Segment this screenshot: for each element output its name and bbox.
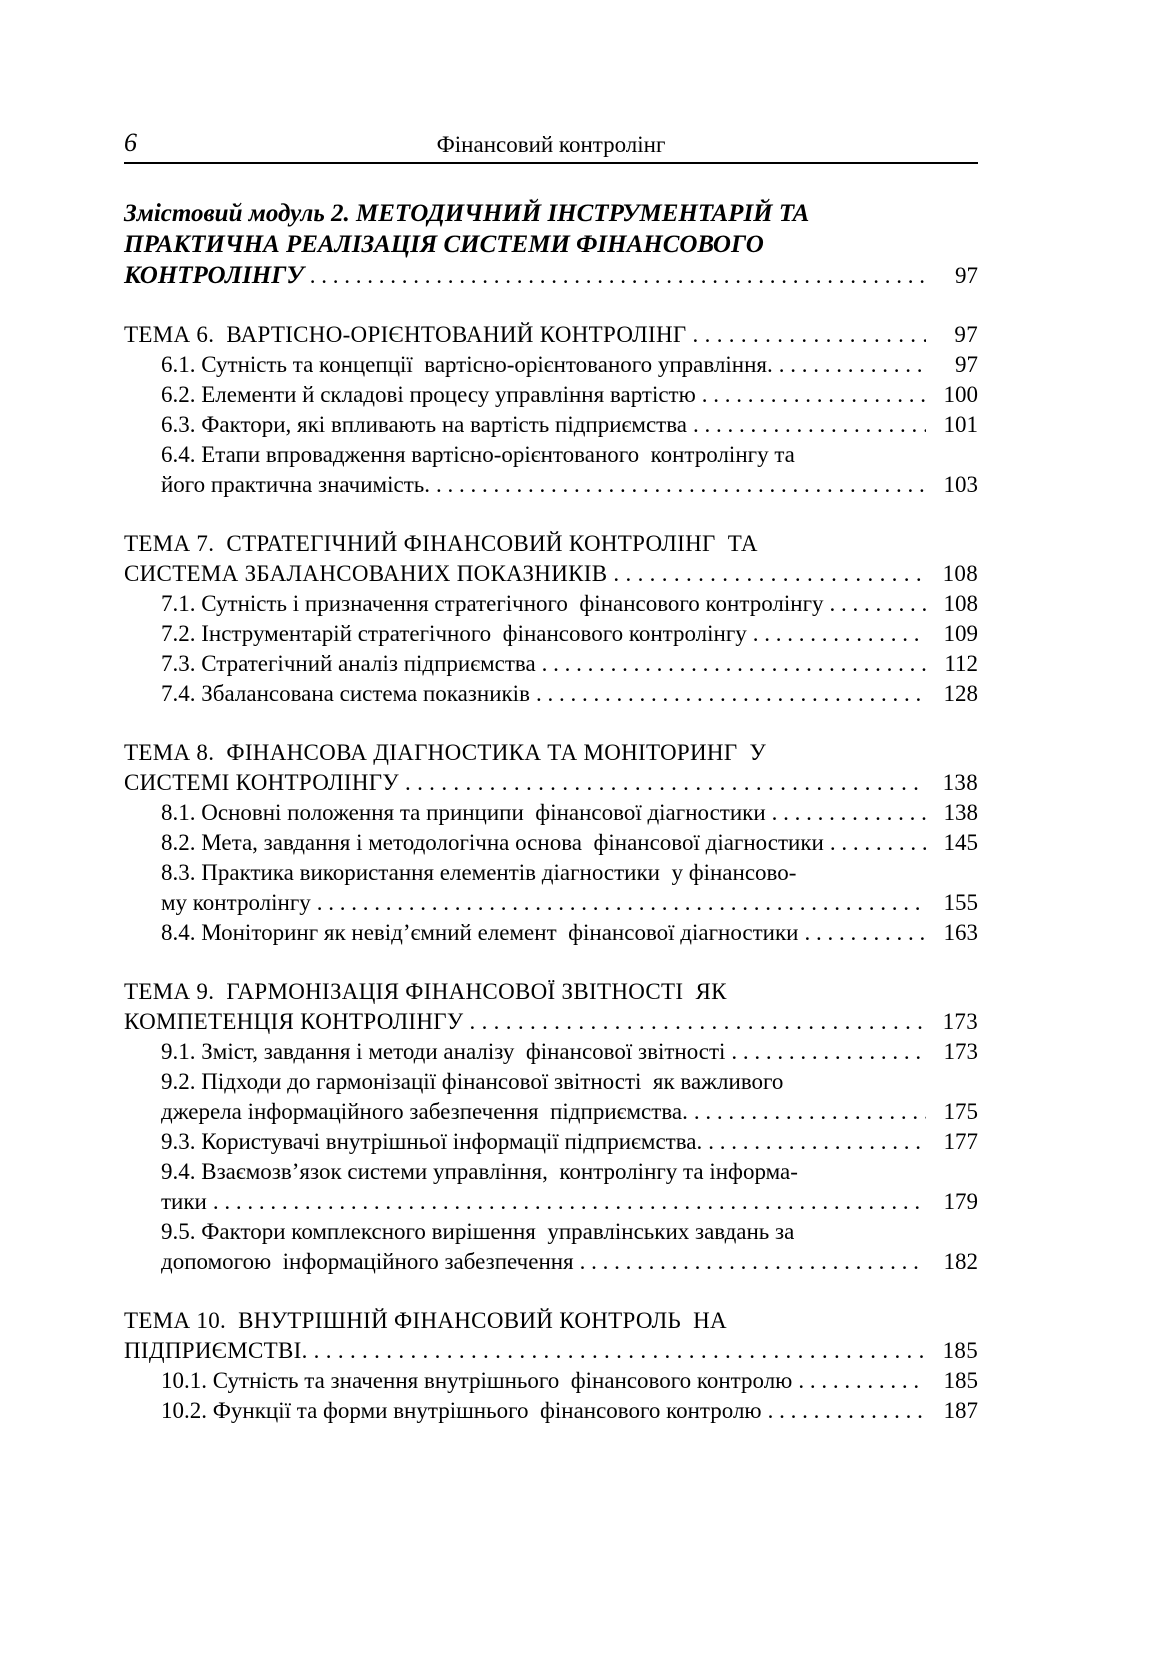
toc-line	[161, 679, 978, 709]
toc-page-number: 185	[943, 1368, 978, 1393]
toc-page-number: 163	[943, 920, 978, 945]
toc-line	[161, 350, 978, 380]
toc-line-text: 6.4. Етапи впровадження вартісно-орієнтованого контролінгу та	[161, 442, 795, 467]
toc-line-text: ТЕМА 10. ВНУТРІШНІЙ ФІНАНСОВИЙ КОНТРОЛЬ НА	[124, 1308, 727, 1333]
toc-page-number: 175	[943, 1099, 978, 1124]
toc-line	[124, 198, 978, 229]
toc-line-text: ТЕМА 6. ВАРТІСНО-ОРІЄНТОВАНИЙ КОНТРОЛІНГ	[124, 322, 687, 347]
toc-page-number: 109	[943, 621, 978, 646]
toc-line-text: 10.1. Сутність та значення внутрішнього фінансового контролю	[161, 1368, 793, 1393]
dot-leader	[830, 589, 927, 619]
toc-entry	[124, 410, 978, 440]
toc-line	[161, 589, 978, 619]
toc-entry	[124, 619, 978, 649]
toc-line	[161, 1157, 978, 1187]
toc-page-number: 108	[942, 561, 978, 586]
toc-entry	[124, 1366, 978, 1396]
toc-line	[124, 260, 978, 291]
toc-line-text: допомогою інформаційного забезпечення	[161, 1249, 574, 1274]
toc-line-text: джерела інформаційного забезпечення підприємства.	[161, 1099, 688, 1124]
toc-line	[161, 1037, 978, 1067]
toc-entry	[124, 320, 978, 350]
toc-line	[124, 977, 978, 1007]
toc-entry	[124, 828, 978, 858]
toc-page-number: 182	[943, 1249, 978, 1274]
toc-page-number: 138	[943, 800, 978, 825]
toc-line	[161, 1067, 978, 1097]
toc-line-text: 9.4. Взаємозв’язок системи управління, контролінгу та інформа-	[161, 1159, 798, 1184]
toc-page-number: 187	[943, 1398, 978, 1423]
dot-leader	[693, 320, 927, 350]
toc-entry	[124, 198, 978, 291]
toc-line-text: 7.4. Збалансована система показників	[161, 681, 530, 706]
toc-entry	[124, 1217, 978, 1277]
toc-line-text: ПІДПРИЄМСТВІ.	[124, 1338, 308, 1363]
dot-leader	[708, 1127, 926, 1157]
toc-entry	[124, 1127, 978, 1157]
toc-page-number: 97	[954, 322, 978, 347]
toc-line-text: СИСТЕМА ЗБАЛАНСОВАНИХ ПОКАЗНИКІВ	[124, 561, 608, 586]
toc-line	[124, 320, 978, 350]
toc-entry	[124, 679, 978, 709]
toc-page-number: 112	[944, 651, 978, 676]
toc-line	[161, 440, 978, 470]
page-number: 6	[124, 128, 137, 157]
toc-line	[124, 768, 978, 798]
toc-page-number: 173	[942, 1009, 978, 1034]
toc-page-number: 179	[943, 1189, 978, 1214]
dot-leader	[469, 1007, 926, 1037]
toc-page-number: 177	[943, 1129, 978, 1154]
toc-line	[161, 470, 978, 500]
dot-leader	[613, 559, 926, 589]
toc-line	[161, 1097, 978, 1127]
toc-line-text: 7.1. Сутність і призначення стратегічного фінансового контролінгу	[161, 591, 824, 616]
toc-line-text: ТЕМА 8. ФІНАНСОВА ДІАГНОСТИКА ТА МОНІТОРИНГ У	[124, 740, 767, 765]
running-header	[124, 128, 978, 164]
toc-line	[161, 410, 978, 440]
page-content	[124, 128, 978, 1426]
toc-line-text: 8.4. Моніторинг як невід’ємний елемент фінансової діагностики	[161, 920, 799, 945]
toc-line	[161, 619, 978, 649]
toc-line-text: ПРАКТИЧНА РЕАЛІЗАЦІЯ СИСТЕМИ ФІНАНСОВОГО	[124, 231, 764, 258]
toc-entry	[124, 1157, 978, 1217]
toc-line	[161, 1396, 978, 1426]
toc-entry	[124, 1396, 978, 1426]
dot-leader	[768, 1396, 926, 1426]
toc-line	[124, 1336, 978, 1366]
dot-leader	[753, 619, 926, 649]
dot-leader	[772, 798, 926, 828]
dot-leader	[314, 1336, 926, 1366]
toc-entry	[124, 1306, 978, 1366]
toc-line	[161, 888, 978, 918]
header-title: Фінансовий контролінг	[436, 132, 666, 157]
toc-line-text: 6.3. Фактори, які впливають на вартість підприємства	[161, 412, 687, 437]
toc-entry	[124, 380, 978, 410]
toc-line	[161, 1187, 978, 1217]
toc-entry	[124, 1037, 978, 1067]
dot-leader	[436, 470, 926, 500]
toc-line	[124, 1306, 978, 1336]
toc-page-number: 128	[943, 681, 978, 706]
toc-entry	[124, 350, 978, 380]
toc-line-text: 6.1. Сутність та концепції вартісно-орієнтованого управління.	[161, 352, 773, 377]
toc-line	[161, 1217, 978, 1247]
toc-line	[161, 1366, 978, 1396]
toc-entry	[124, 858, 978, 918]
toc-line-text: 7.2. Інструментарій стратегічного фінансового контролінгу	[161, 621, 747, 646]
dot-leader	[405, 768, 926, 798]
toc-line	[161, 649, 978, 679]
toc-line-text: тики	[161, 1189, 207, 1214]
toc-line-text: ТЕМА 7. СТРАТЕГІЧНИЙ ФІНАНСОВИЙ КОНТРОЛІНГ ТА	[124, 531, 758, 556]
toc-line-text: КОМПЕТЕНЦІЯ КОНТРОЛІНГУ	[124, 1009, 464, 1034]
toc-line-text: 9.3. Користувачі внутрішньої інформації підприємства.	[161, 1129, 703, 1154]
toc-page-number: 108	[943, 591, 978, 616]
toc-line	[161, 828, 978, 858]
toc-line	[161, 1127, 978, 1157]
dot-leader	[702, 380, 926, 410]
toc-line-text: Змістовий модуль 2. МЕТОДИЧНИЙ ІНСТРУМЕНТАРІЙ ТА	[124, 200, 810, 227]
toc-line-text: 9.5. Фактори комплексного вирішення управлінських завдань за	[161, 1219, 795, 1244]
toc-entry	[124, 649, 978, 679]
toc-entry	[124, 1067, 978, 1127]
toc-line	[161, 858, 978, 888]
dot-leader	[580, 1247, 926, 1277]
toc-line	[161, 918, 978, 948]
dot-leader	[694, 1097, 926, 1127]
toc-line-text: 8.1. Основні положення та принципи фінансової діагностики	[161, 800, 766, 825]
toc-entry	[124, 738, 978, 798]
dot-leader	[693, 410, 926, 440]
toc-page-number: 138	[942, 770, 978, 795]
toc-line	[161, 380, 978, 410]
dot-leader	[536, 679, 926, 709]
toc-page-number: 185	[942, 1338, 978, 1363]
dot-leader	[542, 649, 926, 679]
toc-entry	[124, 798, 978, 828]
dot-leader	[310, 260, 926, 291]
toc-page-number: 155	[943, 890, 978, 915]
toc-line-text: ТЕМА 9. ГАРМОНІЗАЦІЯ ФІНАНСОВОЇ ЗВІТНОСТІ ЯК	[124, 979, 727, 1004]
toc-entry	[124, 589, 978, 619]
toc-page-number: 173	[943, 1039, 978, 1064]
toc-line-text: му контролінгу	[161, 890, 311, 915]
toc-line	[124, 529, 978, 559]
toc-page-number: 101	[943, 412, 978, 437]
toc-entry	[124, 977, 978, 1037]
toc-line-text: 8.3. Практика використання елементів діагностики у фінансово-	[161, 860, 797, 885]
toc-page-number: 103	[943, 472, 978, 497]
toc-page-number: 97	[955, 352, 978, 377]
toc-entry	[124, 918, 978, 948]
toc-line-text: його практична значимість.	[161, 472, 431, 497]
toc-line	[161, 798, 978, 828]
toc-line-text: СИСТЕМІ КОНТРОЛІНГУ	[124, 770, 399, 795]
toc-line	[124, 738, 978, 768]
toc-line	[161, 1247, 978, 1277]
toc-line-text: 6.2. Елементи й складові процесу управління вартістю	[161, 382, 696, 407]
toc-page-number: 100	[943, 382, 978, 407]
toc-page-number: 97	[955, 263, 978, 288]
dot-leader	[213, 1187, 926, 1217]
toc-line-text: 7.3. Стратегічний аналіз підприємства	[161, 651, 536, 676]
toc-entry	[124, 529, 978, 589]
toc-line-text: КОНТРОЛІНГУ	[124, 262, 304, 289]
toc-line	[124, 229, 978, 260]
dot-leader	[731, 1037, 926, 1067]
toc-line-text: 9.1. Зміст, завдання і методи аналізу фінансової звітності	[161, 1039, 726, 1064]
dot-leader	[779, 350, 926, 380]
dot-leader	[830, 828, 926, 858]
toc-line-text: 10.2. Функції та форми внутрішнього фінансового контролю	[161, 1398, 762, 1423]
toc-page-number: 145	[943, 830, 978, 855]
toc-line	[124, 559, 978, 589]
dot-leader	[804, 918, 926, 948]
toc-line-text: 9.2. Підходи до гармонізації фінансової звітності як важливого	[161, 1069, 784, 1094]
toc-entry	[124, 440, 978, 500]
toc-line-text: 8.2. Мета, завдання і методологічна основа фінансової діагностики	[161, 830, 824, 855]
toc	[124, 198, 978, 1426]
dot-leader	[317, 888, 926, 918]
toc-line	[124, 1007, 978, 1037]
dot-leader	[798, 1366, 926, 1396]
